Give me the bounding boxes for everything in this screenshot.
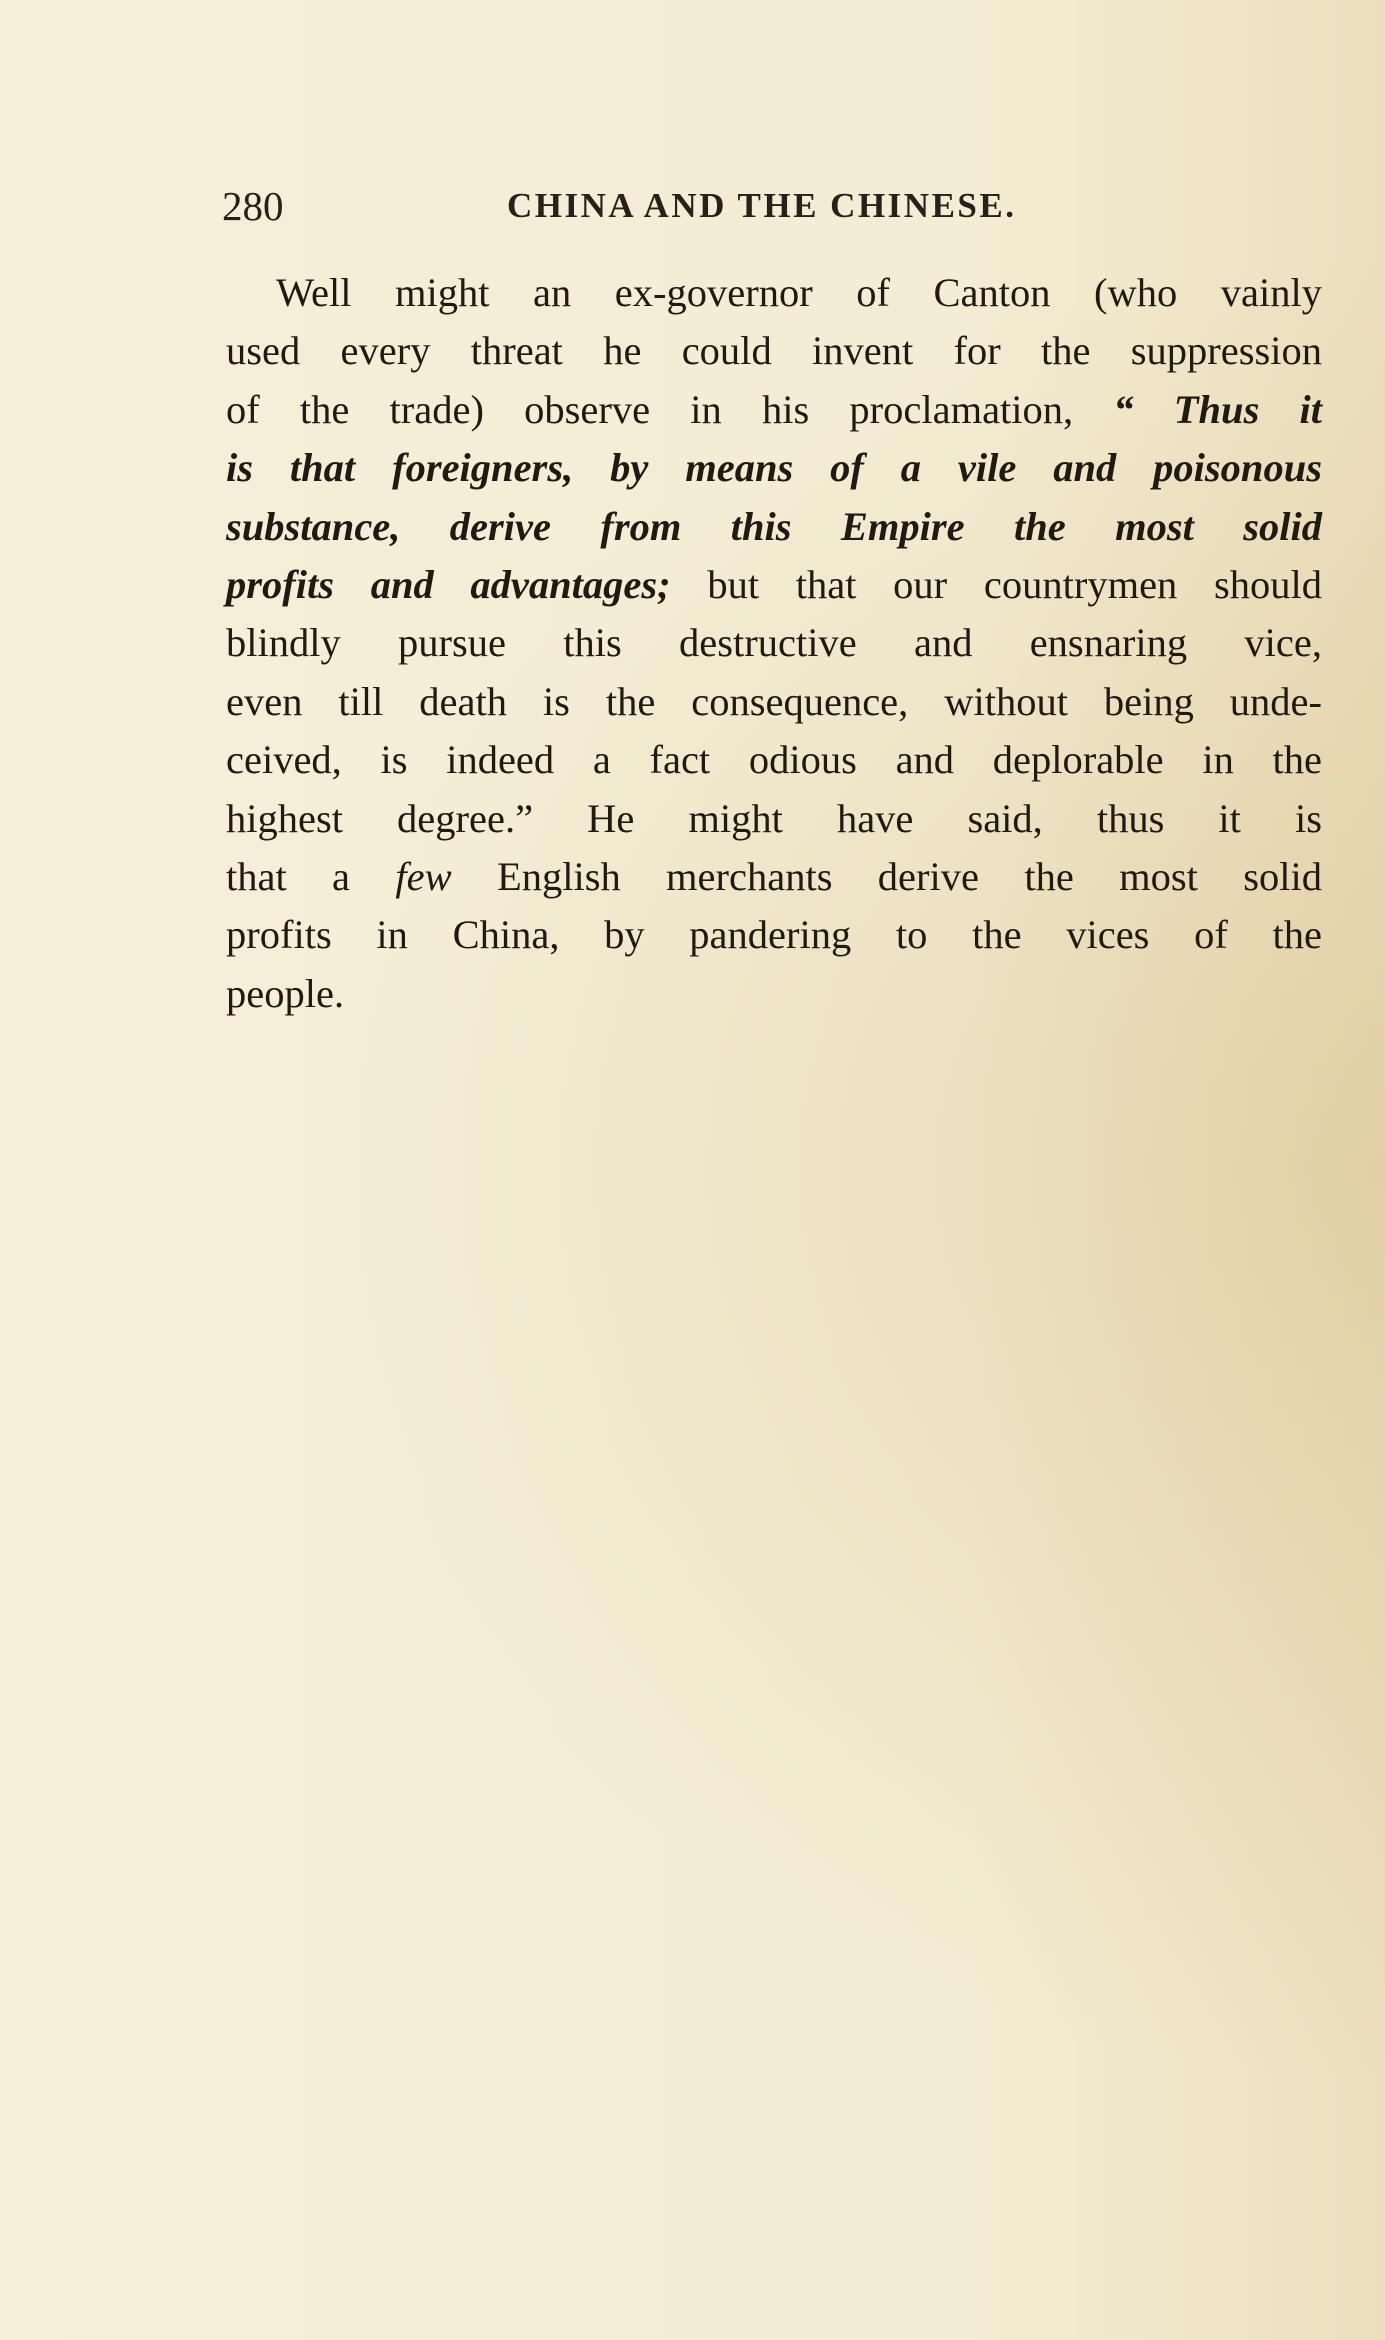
quoted-text: profits and advantages; (226, 562, 671, 608)
text-line (226, 556, 1322, 614)
text-line (226, 731, 1322, 789)
text-line (226, 439, 1322, 497)
text-segment: blindly pursue this destructive and ensnaring vice, (226, 620, 1322, 666)
running-title: CHINA AND THE CHINESE. (507, 186, 1017, 225)
page-header (222, 176, 1322, 236)
text-segment: used every threat he could invent for the suppression (226, 328, 1322, 374)
text-segment: but that our countrymen should (670, 562, 1322, 608)
text-line (226, 673, 1322, 731)
quoted-text: is that foreigners, by means of a vile and poisonous (226, 445, 1322, 491)
text-segment: highest degree.” He might have said, thus it is (226, 795, 1322, 841)
text-line (226, 381, 1322, 439)
text-segment: that a (226, 854, 396, 900)
text-line (226, 965, 1322, 1023)
page-number: 280 (222, 183, 284, 229)
text-segment: even till death is the consequence, without being unde- (226, 678, 1322, 724)
text-line (226, 614, 1322, 672)
quoted-text: “ Thus it (1113, 386, 1323, 432)
text-segment: English merchants derive the most solid (451, 854, 1322, 900)
text-segment: ceived, is indeed a fact odious and deplorable in the (226, 737, 1322, 783)
text-line (226, 498, 1322, 556)
text-line (226, 264, 1322, 322)
text-line (226, 906, 1322, 964)
text-line (226, 322, 1322, 380)
quoted-text: substance, derive from this Empire the most solid (226, 503, 1322, 549)
emphasized-word: few (395, 854, 452, 900)
text-line (226, 790, 1322, 848)
text-segment: of the trade) observe in his proclamation, (226, 386, 1114, 432)
text-segment: profits in China, by pandering to the vices of the (226, 912, 1322, 958)
text-segment: Well might an ex-governor of Canton (who vainly (276, 270, 1322, 315)
text-segment: people. (226, 970, 345, 1016)
text-line (226, 848, 1322, 906)
body-paragraph (226, 264, 1322, 1023)
